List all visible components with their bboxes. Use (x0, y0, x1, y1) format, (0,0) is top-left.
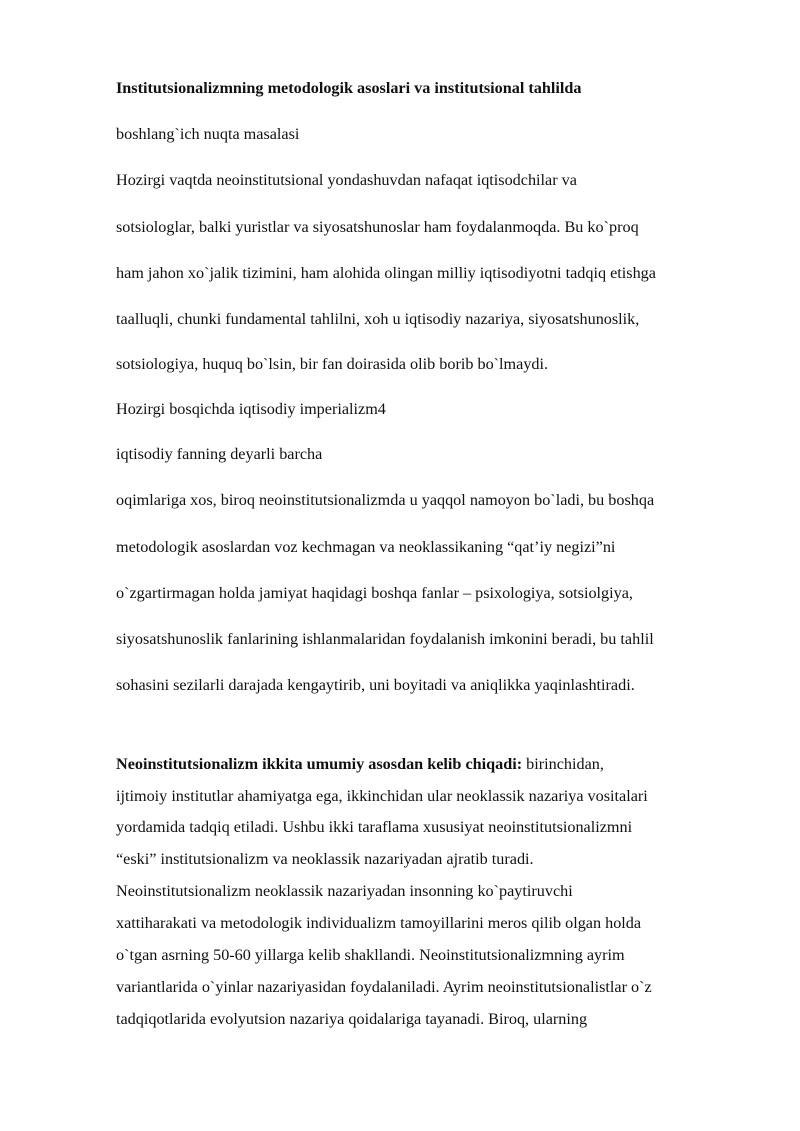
paragraph-line: siyosatshunoslik fanlarining ishlanmalaridan foydalanish imkonini beradi, bu tahlil (116, 630, 654, 648)
document-subtitle: boshlang`ich nuqta masalasi (116, 125, 300, 143)
paragraph-line: sohasini sezilarli darajada kengaytirib, uni boyitadi va aniqlikka yaqinlashtiradi. (116, 676, 635, 694)
paragraph-line: oqimlariga xos, biroq neoinstitutsionalizmda u yaqqol namoyon bo`ladi, bu boshqa (116, 491, 655, 509)
paragraph-line: tadqiqotlarida evolyutsion nazariya qoidalariga tayanadi. Biroq, ularning (116, 1010, 588, 1028)
document-title: Institutsionalizmning metodologik asoslari va institutsional tahlilda (116, 79, 582, 97)
paragraph-lead-bold: Neoinstitutsionalizm ikkita umumiy asosdan kelib chiqadi: (116, 755, 523, 773)
paragraph-lead-rest: birinchidan, (522, 755, 604, 773)
paragraph-line: ijtimoiy institutlar ahamiyatga ega, ikkinchidan ular neoklassik nazariya vositalari (116, 787, 648, 805)
paragraph-lead-line (116, 754, 604, 774)
paragraph-line: metodologik asoslardan voz kechmagan va neoklassikaning “qat’iy negizi”ni (116, 538, 616, 556)
paragraph-line: Hozirgi bosqichda iqtisodiy imperializm4 (116, 400, 386, 418)
paragraph-line: Hozirgi vaqtda neoinstitutsional yondashuvdan nafaqat iqtisodchilar va (116, 171, 577, 189)
paragraph-line: taalluqli, chunki fundamental tahlilni, xoh u iqtisodiy nazariya, siyosatshunoslik, (116, 310, 640, 328)
paragraph-line: yordamida tadqiq etiladi. Ushbu ikki taraflama xususiyat neoinstitutsionalizmni (116, 818, 633, 836)
paragraph-line: Neoinstitutsionalizm neoklassik nazariyadan insonning ko`paytiruvchi (116, 882, 573, 900)
paragraph-line: variantlarida o`yinlar nazariyasidan foydalaniladi. Ayrim neoinstitutsionalistlar o`z (116, 978, 652, 996)
paragraph-line: “eski” institutsionalizm va neoklassik nazariyadan ajratib turadi. (116, 850, 534, 868)
paragraph-line: o`zgartirmagan holda jamiyat haqidagi boshqa fanlar – psixologiya, sotsiolgiya, (116, 584, 633, 602)
paragraph-line: sotsiologiya, huquq bo`lsin, bir fan doirasida olib borib bo`lmaydi. (116, 355, 549, 373)
paragraph-line: ham jahon xo`jalik tizimini, ham alohida olingan milliy iqtisodiyotni tadqiq etishga (116, 264, 656, 282)
paragraph-line: sotsiologlar, balki yuristlar va siyosatshunoslar ham foydalanmoqda. Bu ko`proq (116, 218, 639, 236)
paragraph-line: xattiharakati va metodologik individualizm tamoyillarini meros qilib olgan holda (116, 914, 642, 932)
paragraph-line: iqtisodiy fanning deyarli barcha (116, 445, 323, 463)
paragraph-line: o`tgan asrning 50-60 yillarga kelib shakllandi. Neoinstitutsionalizmning ayrim (116, 946, 625, 964)
